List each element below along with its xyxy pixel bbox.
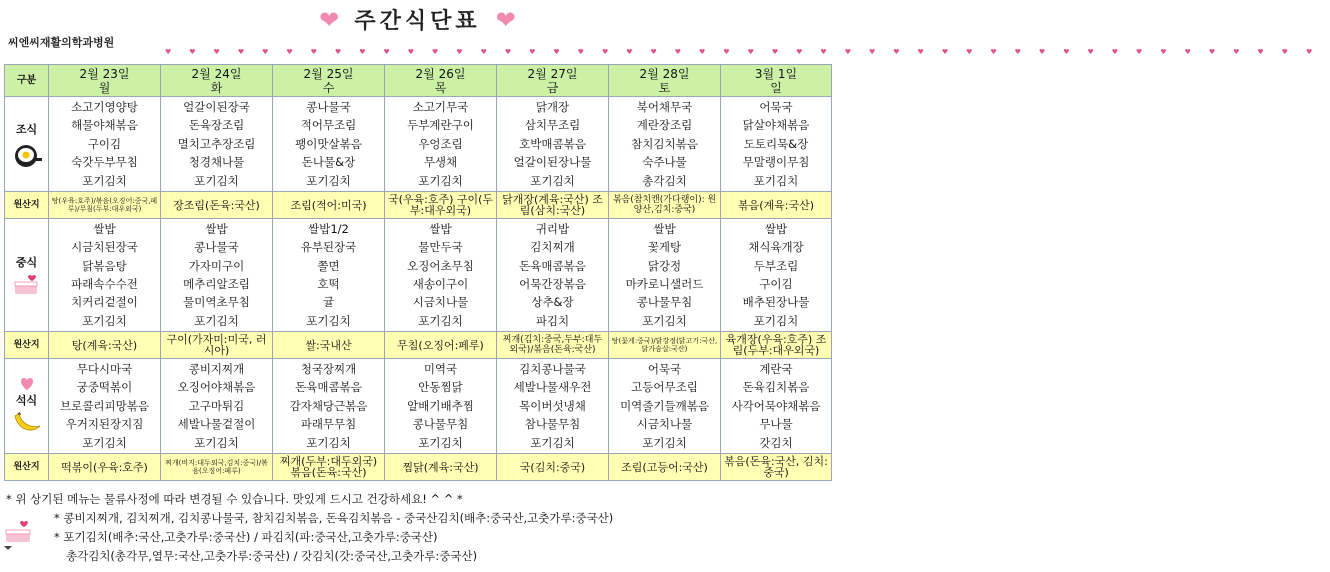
breakfast-label: 조식	[15, 122, 38, 136]
menu-cell	[273, 359, 385, 454]
menu-cell	[49, 219, 161, 332]
menu-item: 무나물	[759, 417, 793, 432]
menu-item: 포기김치	[642, 313, 687, 328]
day-header	[49, 65, 161, 97]
menu-item: 미역줄기들깨볶음	[620, 398, 709, 413]
menu-item: 포기김치	[753, 173, 799, 188]
menu-item: 콩나물무침	[412, 417, 469, 432]
menu-item: 도토리묵&장	[743, 136, 809, 151]
menu-item: 포기김치	[194, 173, 239, 188]
menu-item: 포기김치	[530, 173, 575, 188]
menu-cell	[161, 359, 273, 454]
menu-cell	[385, 97, 497, 192]
menu-item: 숙갓두부무침	[71, 155, 138, 170]
menu-item: 참나물무침	[524, 417, 581, 432]
title-bar	[0, 4, 835, 34]
menu-item: 치커리겉절이	[71, 295, 138, 310]
menu-item: 포기김치	[306, 435, 351, 450]
menu-item: 포기김치	[194, 313, 239, 328]
menu-item: 소고기영양탕	[71, 100, 138, 115]
origin-cell: 볶음(계육:국산)	[721, 192, 832, 219]
menu-item: 갓김치	[759, 435, 793, 450]
menu-item: 돈육매콤볶음	[519, 258, 586, 273]
menu-item: 쌀밥	[653, 221, 676, 236]
menu-item: 세발나물겉절이	[177, 417, 256, 432]
menu-item: 포기김치	[418, 173, 463, 188]
menu-item: 무말랭이무침	[742, 155, 810, 170]
menu-item: 삼치무조림	[524, 118, 581, 133]
menu-cell	[497, 359, 609, 454]
heart-icon: ❤	[495, 5, 516, 34]
lunch-origin-row	[5, 332, 832, 359]
kimchi-origin-line: 총각김치(총각무,열무:국산,고춧가루:중국산) / 갓김치(갓:중국산,고춧가루:중국산)	[66, 549, 478, 563]
day-header	[497, 65, 609, 97]
lunch-label: 중식	[15, 255, 38, 269]
menu-item: 계란국	[759, 362, 793, 377]
notice-line: * 위 상기된 메뉴는 물류사정에 따라 변경될 수 있습니다. 맛있게 드시고 건강하세요! ^ ^ *	[6, 492, 463, 506]
kimchi-origin-line: * 콩비지찌개, 김치찌개, 김치콩나물국, 참치김치볶음, 돈육김치볶음 - 중국산김치(배추:중국산,고춧가루:중국산)	[54, 511, 614, 525]
day-header	[385, 65, 497, 97]
menu-item: 적어무조림	[300, 118, 357, 133]
lunch-label-cell	[5, 219, 49, 332]
menu-item: 계란장조림	[636, 118, 693, 133]
menu-item: 얼갈이된장국	[183, 100, 250, 115]
menu-cell	[721, 219, 832, 332]
menu-item: 포기김치	[306, 313, 351, 328]
menu-cell	[385, 219, 497, 332]
menu-item: 돈육매콤볶음	[295, 380, 362, 395]
heart-divider: ♥♥♥♥♥♥♥♥♥♥♥♥♥♥♥♥♥♥♥♥♥♥♥♥♥♥♥♥♥♥♥♥♥♥♥♥♥♥♥♥♥♥♥♥♥♥♥♥	[165, 48, 1330, 56]
menu-item: 쌀밥	[429, 221, 452, 236]
menu-item: 포기김치	[530, 435, 575, 450]
menu-item: 쌀밥	[205, 221, 228, 236]
day-date: 2월 27일	[527, 66, 578, 81]
menu-item: 돈나물&장	[301, 155, 356, 170]
menu-item: 궁중떡볶이	[76, 380, 133, 395]
menu-item: 세발나물새우전	[513, 380, 592, 395]
menu-item: 어묵국	[759, 100, 793, 115]
menu-item: 배추된장나물	[742, 295, 810, 310]
menu-item: 김치콩나물국	[519, 362, 586, 377]
menu-cell	[609, 359, 721, 454]
menu-cell	[497, 219, 609, 332]
origin-cell: 구이(가자미:미국, 러시아)	[161, 332, 273, 359]
menu-item: 알배기배추찜	[407, 398, 474, 413]
gubun-header: 구분	[5, 65, 49, 97]
menu-item: 포기김치	[753, 313, 799, 328]
cake-icon	[2, 516, 38, 550]
menu-item: 청국장찌개	[300, 362, 357, 377]
day-of-week: 목	[434, 80, 447, 95]
day-of-week: 월	[98, 80, 111, 95]
hospital-name: 씨엔씨재활의학과병원	[8, 36, 115, 49]
origin-label: 원산지	[5, 454, 49, 481]
origin-label: 원산지	[5, 332, 49, 359]
menu-cell	[273, 219, 385, 332]
menu-item: 물만두국	[418, 240, 463, 255]
day-of-week: 토	[658, 80, 671, 95]
cake-icon	[12, 272, 42, 298]
day-date: 2월 24일	[191, 66, 242, 81]
day-of-week: 수	[322, 80, 335, 95]
origin-label: 원산지	[5, 192, 49, 219]
menu-item: 구이김	[87, 136, 122, 151]
menu-item: 물미역초무침	[183, 295, 250, 310]
menu-item: 마카로니샐러드	[625, 277, 704, 291]
day-of-week: 일	[770, 80, 782, 95]
day-header	[609, 65, 721, 97]
menu-item: 닭강정	[647, 258, 682, 273]
dinner-origin-row	[5, 454, 832, 481]
menu-item: 쫄면	[317, 258, 340, 273]
menu-item: 닭개장	[535, 100, 570, 115]
banana-icon	[12, 410, 42, 436]
menu-item: 호박매콤볶음	[519, 136, 586, 151]
origin-cell: 국(김치:중국)	[497, 454, 609, 481]
menu-item: 상추&장	[531, 295, 574, 310]
origin-cell: 국(우육:호주) 구이(두부:대우외국)	[385, 192, 497, 219]
origin-cell: 쌀:국내산	[273, 332, 385, 359]
menu-item: 시금치나물	[636, 417, 693, 432]
menu-cell	[609, 219, 721, 332]
origin-cell: 장조림(돈육:국산)	[161, 192, 273, 219]
origin-cell: 탕(계육:국산)	[49, 332, 161, 359]
day-date: 3월 1일	[754, 66, 798, 81]
menu-item: 닭살야채볶음	[742, 118, 810, 133]
header-row	[5, 65, 832, 97]
origin-cell: 볶음(참치캔(가다랭이): 원양산,김치:중국)	[609, 192, 721, 219]
menu-item: 콩비지찌개	[188, 362, 245, 377]
breakfast-row	[5, 97, 832, 192]
origin-cell: 떡볶이(우육:호주)	[49, 454, 161, 481]
menu-item: 안동찜닭	[418, 380, 463, 395]
dinner-label-cell	[5, 359, 49, 454]
menu-item: 무다시마국	[76, 362, 133, 377]
menu-item: 우엉조림	[418, 136, 463, 151]
origin-cell: 무침(오징어:페루)	[385, 332, 497, 359]
day-header	[161, 65, 273, 97]
page-title: 주간식단표	[354, 9, 481, 34]
menu-item: 해물야채볶음	[71, 118, 138, 133]
menu-item: 돈육김치볶음	[742, 380, 810, 395]
day-date: 2월 23일	[79, 66, 130, 81]
menu-item: 새송이구이	[412, 277, 469, 291]
heart-icon	[19, 377, 35, 391]
menu-item: 멸치고추장조림	[177, 136, 256, 151]
origin-cell: 찜닭(계육:국산)	[385, 454, 497, 481]
menu-item: 포기김치	[194, 435, 239, 450]
menu-cell	[49, 359, 161, 454]
menu-item: 포기김치	[82, 173, 127, 188]
menu-item: 오징어초무침	[407, 258, 474, 273]
menu-item: 어묵국	[647, 362, 682, 377]
menu-item: 참치김치볶음	[631, 136, 698, 151]
menu-item: 청경채나물	[188, 155, 245, 170]
menu-item: 북어채무국	[636, 100, 693, 115]
menu-item: 시금치나물	[412, 295, 469, 310]
origin-cell: 닭개장(계육:국산) 조림(삼치:국산)	[497, 192, 609, 219]
origin-cell: 볶음(돈육:국산, 김치:중국)	[721, 454, 832, 481]
menu-cell	[273, 97, 385, 192]
kimchi-origin-line: * 포기김치(배추:국산,고춧가루:중국산) / 파김치(파:중국산,고춧가루:중국산)	[54, 530, 438, 544]
menu-item: 브로콜리피망볶음	[60, 398, 149, 413]
menu-item: 목이버섯냉채	[519, 398, 586, 413]
origin-cell: 탕(꽃게:중국)/닭강정(닭고기:국산,닭가슴살:국산)	[609, 332, 721, 359]
menu-item: 고구마튀김	[188, 398, 245, 413]
menu-item: 두부계란구이	[407, 118, 474, 133]
menu-item: 감자채당근볶음	[289, 398, 368, 413]
menu-item: 유부된장국	[300, 240, 357, 255]
origin-cell: 육개장(우육:호주) 조림(두부:대우외국)	[721, 332, 832, 359]
menu-cell	[721, 359, 832, 454]
menu-item: 포기김치	[642, 435, 687, 450]
menu-item: 무생채	[423, 155, 458, 170]
menu-item: 귀리밥	[535, 221, 570, 236]
origin-cell: 조림(적어:미국)	[273, 192, 385, 219]
dinner-row	[5, 359, 832, 454]
menu-item: 사각어묵야채볶음	[731, 398, 821, 413]
day-header	[273, 65, 385, 97]
menu-item: 포기김치	[82, 435, 127, 450]
menu-item: 파래무무침	[300, 417, 357, 432]
breakfast-origin-row	[5, 192, 832, 219]
origin-cell: 탕(우육:호주)/볶음(오징어:중국,페루)/무침(두부:대우외국)	[49, 192, 161, 219]
menu-item: 포기김치	[82, 313, 127, 328]
menu-item: 소고기무국	[412, 100, 469, 115]
lunch-row	[5, 219, 832, 332]
menu-item: 포기김치	[306, 173, 351, 188]
day-date: 2월 28일	[639, 66, 690, 81]
menu-item: 쌀밥	[93, 221, 116, 236]
menu-cell	[721, 97, 832, 192]
menu-item: 숙주나물	[642, 155, 687, 170]
menu-item: 콩나물국	[306, 100, 351, 115]
menu-item: 구이김	[759, 277, 793, 291]
menu-item: 메추리알조림	[183, 277, 250, 291]
day-header	[721, 65, 832, 97]
menu-item: 꽃게탕	[647, 240, 682, 255]
menu-item: 미역국	[423, 362, 458, 377]
fried-egg-icon	[12, 139, 42, 169]
menu-cell	[385, 359, 497, 454]
menu-item: 총각김치	[642, 173, 687, 188]
heart-icon: ❤	[319, 5, 340, 34]
menu-item: 얼갈이된장나물	[513, 155, 592, 170]
menu-item: 돈육장조림	[188, 118, 245, 133]
menu-item: 쌀밥1/2	[308, 221, 349, 236]
menu-item: 가자미구이	[188, 258, 245, 273]
menu-item: 시금치된장국	[71, 240, 138, 255]
menu-item: 콩나물국	[194, 240, 239, 255]
menu-item: 김치찌개	[530, 240, 575, 255]
menu-cell	[609, 97, 721, 192]
menu-item: 호떡	[317, 277, 340, 291]
menu-item: 두부조림	[753, 258, 799, 273]
day-of-week: 화	[210, 80, 223, 95]
menu-cell	[161, 219, 273, 332]
menu-item: 우거지된장지짐	[65, 417, 144, 432]
menu-cell	[49, 97, 161, 192]
menu-item: 포기김치	[418, 313, 463, 328]
menu-table	[4, 64, 832, 481]
origin-cell: 찌개(김치:중국,두부:대두외국)/볶음(돈육:국산)	[497, 332, 609, 359]
menu-item: 팽이맛살볶음	[295, 136, 362, 151]
menu-item: 고등어무조림	[631, 380, 698, 395]
menu-cell	[497, 97, 609, 192]
menu-item: 콩나물무침	[636, 295, 693, 310]
origin-cell: 조림(고등어:국산)	[609, 454, 721, 481]
origin-cell: 찌개(비지:대두외국,김치:중국)/볶음(오징어:페루)	[161, 454, 273, 481]
menu-item: 파래속수수전	[71, 277, 138, 291]
menu-item: 귤	[322, 295, 335, 310]
menu-item: 오징어야채볶음	[177, 380, 256, 395]
dinner-label: 석식	[15, 393, 38, 407]
menu-item: 포기김치	[418, 435, 463, 450]
day-date: 2월 26일	[415, 66, 466, 81]
breakfast-label-cell	[5, 97, 49, 192]
menu-item: 쌀밥	[764, 221, 788, 236]
menu-item: 닭볶음탕	[82, 258, 127, 273]
origin-cell: 찌개(두부:대두외국) 볶음(돈육:국산)	[273, 454, 385, 481]
day-date: 2월 25일	[303, 66, 354, 81]
day-of-week: 금	[546, 80, 559, 95]
menu-item: 어묵간장볶음	[519, 277, 586, 291]
menu-item: 채식육개장	[748, 240, 804, 255]
menu-item: 파김치	[535, 313, 570, 328]
menu-cell	[161, 97, 273, 192]
